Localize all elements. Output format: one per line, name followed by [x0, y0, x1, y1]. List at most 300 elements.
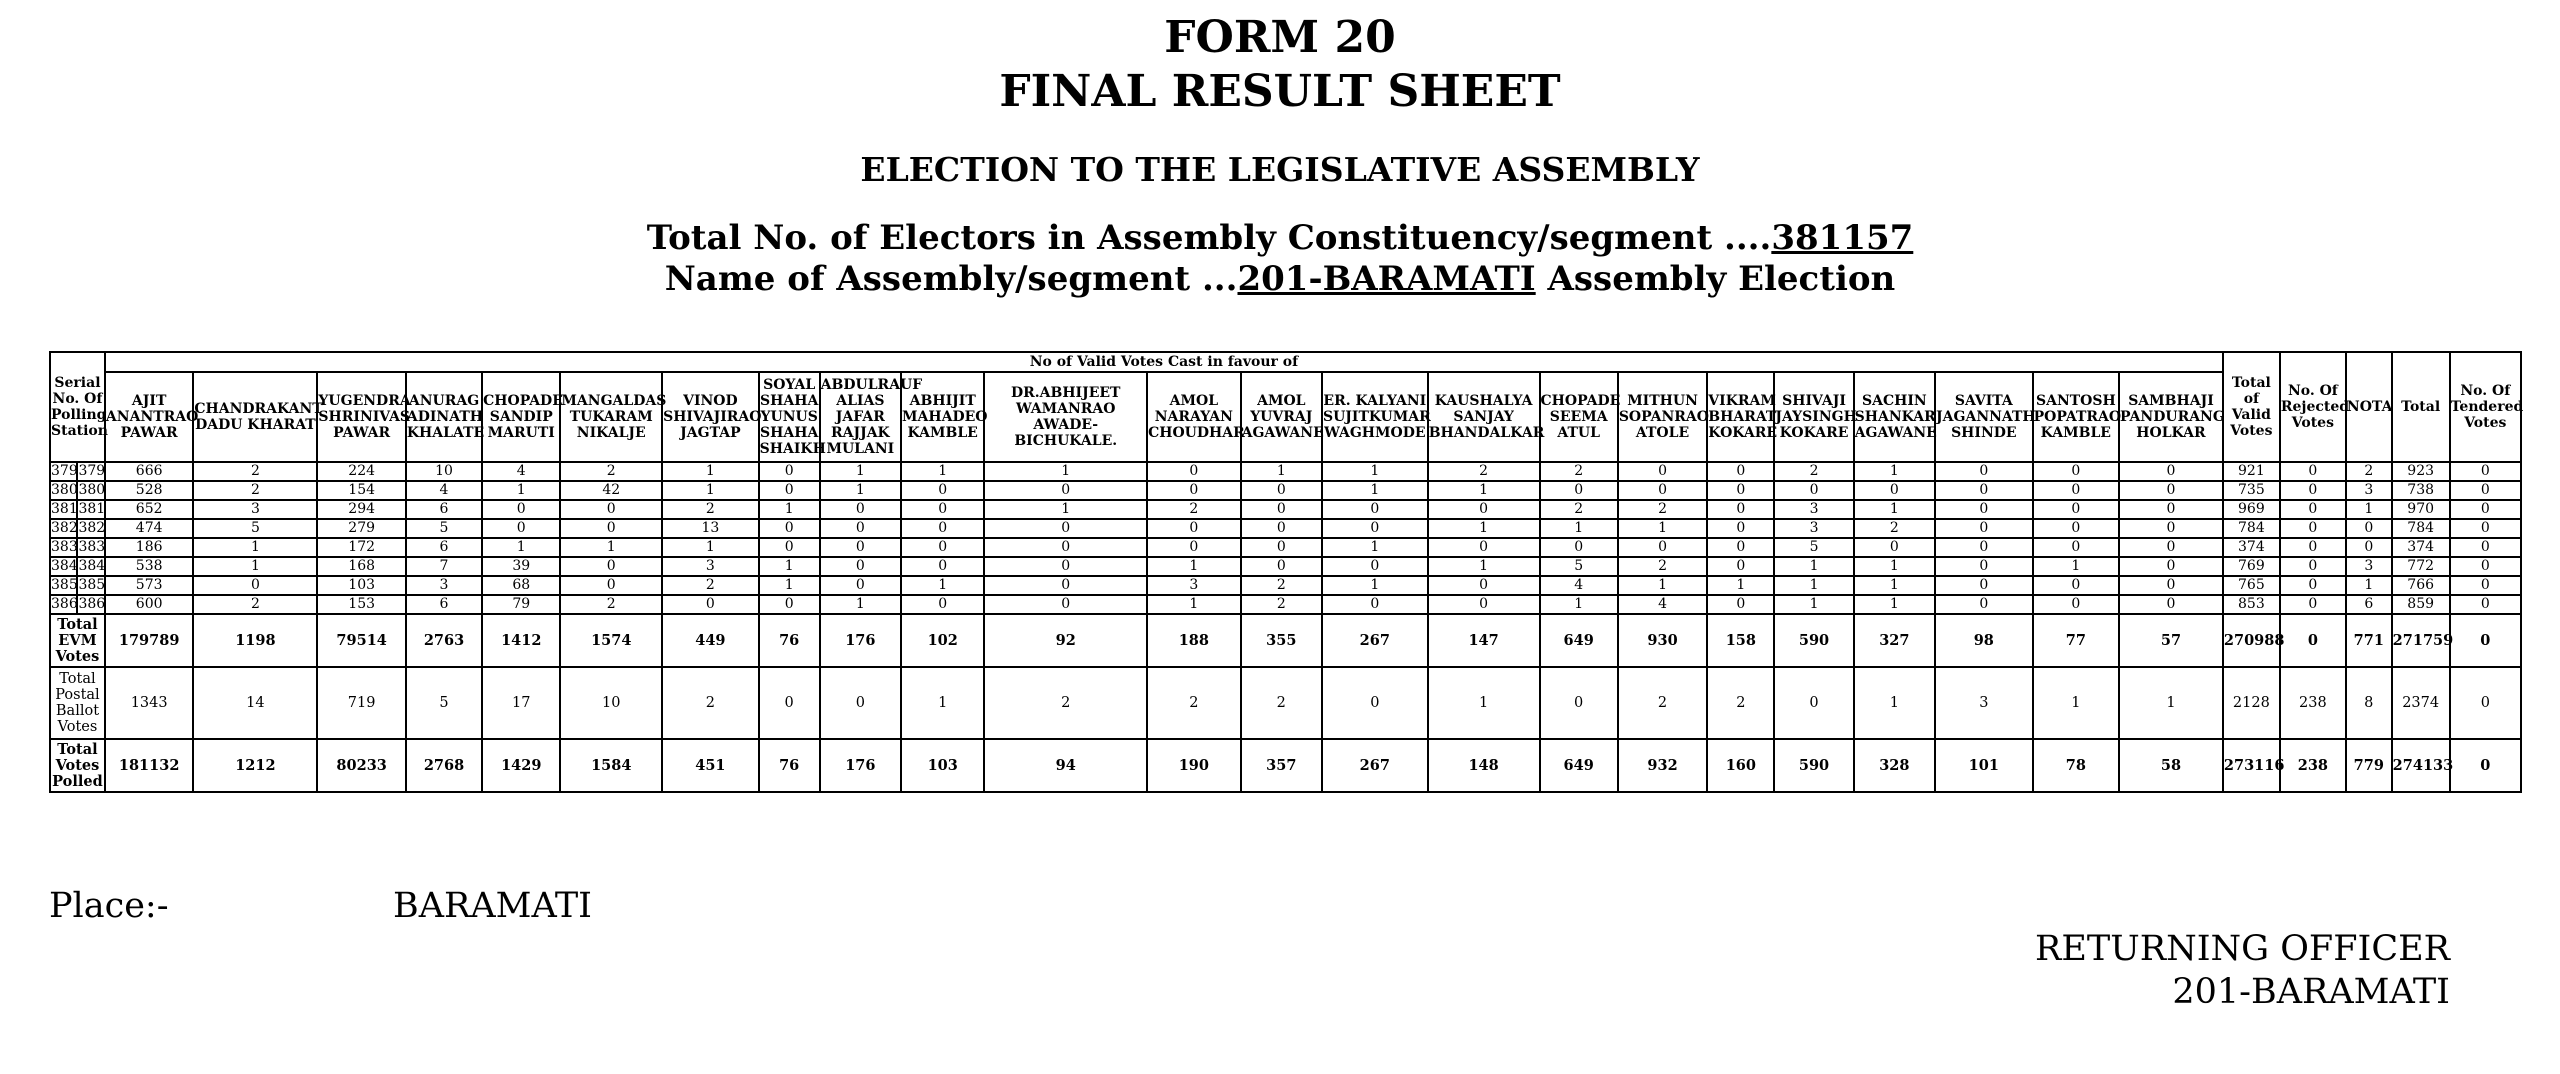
vote-count: 0 — [2119, 576, 2223, 595]
form-number: FORM 20 — [1164, 12, 1396, 63]
total-value: 238 — [2280, 739, 2346, 792]
total-value: 1 — [901, 667, 984, 739]
valid-votes-group-header: No of Valid Votes Cast in favour of — [105, 352, 2223, 372]
vote-count: 0 — [1935, 576, 2033, 595]
total-value: 17 — [482, 667, 560, 739]
vote-count: 0 — [1147, 519, 1241, 538]
vote-count: 0 — [1241, 500, 1322, 519]
vote-count: 168 — [317, 557, 405, 576]
total-value: 1412 — [482, 614, 560, 667]
vote-count: 0 — [2119, 557, 2223, 576]
vote-count: 153 — [317, 595, 405, 614]
table-row — [50, 538, 2521, 557]
vote-count: 0 — [560, 557, 662, 576]
rejected-votes: 0 — [2280, 538, 2346, 557]
vote-count: 0 — [1540, 538, 1618, 557]
table-row — [50, 500, 2521, 519]
vote-count: 1 — [1322, 576, 1428, 595]
table-row — [50, 519, 2521, 538]
vote-count: 0 — [1428, 595, 1540, 614]
total-value: 76 — [759, 739, 820, 792]
total-value: 590 — [1774, 739, 1853, 792]
vote-count: 0 — [1322, 519, 1428, 538]
vote-count: 0 — [2119, 595, 2223, 614]
total-value: 176 — [820, 739, 901, 792]
serial-header: Serial No. Of Polling Station — [50, 352, 105, 462]
vote-count: 0 — [984, 557, 1147, 576]
vote-count: 3 — [193, 500, 317, 519]
serial-no: 386 — [51, 596, 78, 612]
total-header: Total — [2392, 352, 2450, 462]
vote-count: 1 — [560, 538, 662, 557]
vote-count: 0 — [1618, 538, 1707, 557]
vote-count: 39 — [482, 557, 560, 576]
vote-count: 3 — [1774, 519, 1853, 538]
returning-officer-constituency: 201-BARAMATI — [2172, 972, 2450, 1012]
vote-count: 1 — [1322, 481, 1428, 500]
vote-count: 4 — [482, 462, 560, 481]
vote-count: 1 — [193, 538, 317, 557]
vote-count: 0 — [1935, 557, 2033, 576]
vote-count: 79 — [482, 595, 560, 614]
vote-count: 6 — [406, 595, 482, 614]
total-value: 2 — [662, 667, 759, 739]
total-value: 271759 — [2392, 614, 2450, 667]
vote-count: 0 — [1935, 519, 2033, 538]
vote-count: 0 — [1428, 576, 1540, 595]
polling-station-no: 385 — [78, 577, 106, 593]
polling-station-no: 383 — [78, 539, 106, 555]
total-value: 1 — [1428, 667, 1540, 739]
vote-count: 0 — [1322, 595, 1428, 614]
vote-count: 0 — [984, 481, 1147, 500]
tendered-votes: 0 — [2450, 500, 2521, 519]
tendered-votes: 0 — [2450, 519, 2521, 538]
total-value: 771 — [2346, 614, 2392, 667]
vote-count: 294 — [317, 500, 405, 519]
vote-count: 0 — [1935, 538, 2033, 557]
total-valid-votes: 765 — [2223, 576, 2280, 595]
total-votes: 784 — [2392, 519, 2450, 538]
serial-no: 385 — [51, 577, 78, 593]
total-valid-votes: 784 — [2223, 519, 2280, 538]
table-row — [50, 462, 2521, 481]
total-value: 188 — [1147, 614, 1241, 667]
vote-count: 5 — [193, 519, 317, 538]
candidate-header: ABDULRAUF ALIAS JAFAR RAJJAK MULANI — [820, 372, 901, 462]
total-value: 355 — [1241, 614, 1322, 667]
vote-count: 1 — [662, 462, 759, 481]
vote-count: 1 — [2033, 557, 2119, 576]
total-value: 10 — [560, 667, 662, 739]
vote-count: 0 — [759, 519, 820, 538]
serial-no: 380 — [51, 482, 78, 498]
vote-count: 1 — [759, 500, 820, 519]
total-votes: 772 — [2392, 557, 2450, 576]
vote-count: 0 — [1707, 557, 1774, 576]
nota-votes: 1 — [2346, 500, 2392, 519]
total-valid-votes: 735 — [2223, 481, 2280, 500]
candidate-header: VINOD SHIVAJIRAO JAGTAP — [662, 372, 759, 462]
total-value: 0 — [1774, 667, 1853, 739]
total-valid-votes: 969 — [2223, 500, 2280, 519]
total-value: 101 — [1935, 739, 2033, 792]
total-value: 1584 — [560, 739, 662, 792]
rejected-votes: 0 — [2280, 576, 2346, 595]
vote-count: 4 — [406, 481, 482, 500]
total-value: 590 — [1774, 614, 1853, 667]
vote-count: 0 — [984, 595, 1147, 614]
serial-no: 379 — [51, 463, 78, 479]
vote-count: 0 — [820, 538, 901, 557]
vote-count: 3 — [662, 557, 759, 576]
vote-count: 0 — [1707, 462, 1774, 481]
vote-count: 1 — [1774, 576, 1853, 595]
vote-count: 0 — [1935, 595, 2033, 614]
vote-count: 0 — [1428, 500, 1540, 519]
candidate-header: AMOL NARAYAN CHOUDHAR — [1147, 372, 1241, 462]
rejected-votes: 0 — [2280, 500, 2346, 519]
vote-count: 0 — [2119, 500, 2223, 519]
serial-no: 382 — [51, 520, 78, 536]
vote-count: 0 — [1540, 481, 1618, 500]
total-value: 0 — [1322, 667, 1428, 739]
vote-count: 538 — [105, 557, 193, 576]
vote-count: 0 — [2119, 462, 2223, 481]
row-label: Total EVM Votes — [50, 614, 105, 667]
vote-count: 0 — [2033, 576, 2119, 595]
total-valid-votes: 853 — [2223, 595, 2280, 614]
vote-count: 0 — [820, 500, 901, 519]
vote-count: 68 — [482, 576, 560, 595]
vote-count: 0 — [759, 595, 820, 614]
serial-no: 381 — [51, 501, 78, 517]
vote-count: 0 — [193, 576, 317, 595]
candidate-header: CHOPADE SEEMA ATUL — [1540, 372, 1618, 462]
candidate-header: CHOPADE SANDIP MARUTI — [482, 372, 560, 462]
vote-count: 2 — [1854, 519, 1935, 538]
total-value: 3 — [1935, 667, 2033, 739]
rejected-votes: 0 — [2280, 595, 2346, 614]
table-row — [50, 576, 2521, 595]
total-votes: 970 — [2392, 500, 2450, 519]
vote-count: 0 — [1707, 500, 1774, 519]
assembly-name-suffix: Assembly Election — [1535, 259, 1896, 299]
nota-votes: 6 — [2346, 595, 2392, 614]
vote-count: 0 — [2119, 481, 2223, 500]
vote-count: 652 — [105, 500, 193, 519]
vote-count: 2 — [560, 462, 662, 481]
tendered-votes: 0 — [2450, 481, 2521, 500]
assembly-name: 201-BARAMATI — [1237, 259, 1536, 299]
total-value: 1198 — [193, 614, 317, 667]
total-value: 274133 — [2392, 739, 2450, 792]
total-value: 77 — [2033, 614, 2119, 667]
polling-station-no: 379 — [78, 463, 106, 479]
total-valid-votes: 374 — [2223, 538, 2280, 557]
returning-officer-title: RETURNING OFFICER — [2034, 929, 2450, 969]
vote-count: 0 — [984, 576, 1147, 595]
nota-votes: 3 — [2346, 481, 2392, 500]
total-value: 2763 — [406, 614, 482, 667]
vote-count: 0 — [2119, 519, 2223, 538]
vote-count: 2 — [193, 595, 317, 614]
vote-count: 1 — [1707, 576, 1774, 595]
rejected-votes: 0 — [2280, 557, 2346, 576]
electors-line — [0, 217, 2560, 259]
tendered-votes: 0 — [2450, 462, 2521, 481]
vote-count: 224 — [317, 462, 405, 481]
vote-count: 0 — [1147, 481, 1241, 500]
total-value: 158 — [1707, 614, 1774, 667]
vote-count: 1 — [820, 595, 901, 614]
vote-count: 1 — [984, 462, 1147, 481]
vote-count: 154 — [317, 481, 405, 500]
candidate-header: VIKRAM BHARAT KOKARE — [1707, 372, 1774, 462]
vote-count: 2 — [560, 595, 662, 614]
vote-count: 1 — [482, 538, 560, 557]
vote-count: 2 — [1241, 576, 1322, 595]
total-votes: 766 — [2392, 576, 2450, 595]
vote-count: 0 — [1707, 595, 1774, 614]
vote-count: 1 — [1428, 481, 1540, 500]
candidate-header: ER. KALYANI SUJITKUMAR WAGHMODE — [1322, 372, 1428, 462]
vote-count: 1 — [820, 462, 901, 481]
vote-count: 528 — [105, 481, 193, 500]
vote-count: 1 — [662, 481, 759, 500]
vote-count: 0 — [1618, 481, 1707, 500]
vote-count: 1 — [1322, 462, 1428, 481]
vote-count: 2 — [1241, 595, 1322, 614]
vote-count: 2 — [1618, 557, 1707, 576]
vote-count: 10 — [406, 462, 482, 481]
vote-count: 13 — [662, 519, 759, 538]
vote-count: 0 — [2033, 500, 2119, 519]
vote-count: 2 — [1618, 500, 1707, 519]
vote-count: 3 — [406, 576, 482, 595]
vote-count: 2 — [662, 576, 759, 595]
vote-count: 0 — [1241, 519, 1322, 538]
vote-count: 0 — [1935, 500, 2033, 519]
vote-count: 2 — [1428, 462, 1540, 481]
vote-count: 0 — [1774, 481, 1853, 500]
vote-count: 1 — [1854, 462, 1935, 481]
vote-count: 1 — [901, 462, 984, 481]
vote-count: 2 — [1774, 462, 1853, 481]
total-value: 0 — [820, 667, 901, 739]
vote-count: 0 — [820, 576, 901, 595]
candidate-header: KAUSHALYA SANJAY BHANDALKAR — [1428, 372, 1540, 462]
vote-count: 0 — [984, 538, 1147, 557]
candidate-header: SOYAL SHAHA YUNUS SHAHA SHAIKH — [759, 372, 820, 462]
total-value: 176 — [820, 614, 901, 667]
total-value: 449 — [662, 614, 759, 667]
vote-count: 0 — [1322, 557, 1428, 576]
rejected-votes: 0 — [2280, 519, 2346, 538]
candidate-header: MITHUN SOPANRAO ATOLE — [1618, 372, 1707, 462]
nota-votes: 0 — [2346, 538, 2392, 557]
total-value: 0 — [2450, 614, 2521, 667]
polled-total-row — [50, 739, 2521, 792]
total-value: 94 — [984, 739, 1147, 792]
vote-count: 5 — [406, 519, 482, 538]
total-value: 327 — [1854, 614, 1935, 667]
nota-votes: 1 — [2346, 576, 2392, 595]
vote-count: 0 — [1935, 462, 2033, 481]
polling-station-no: 381 — [78, 501, 106, 517]
vote-count: 0 — [901, 500, 984, 519]
total-value: 2768 — [406, 739, 482, 792]
candidate-header: DR.ABHIJEET WAMANRAO AWADE-BICHUKALE. — [984, 372, 1147, 462]
total-value: 58 — [2119, 739, 2223, 792]
total-value: 1212 — [193, 739, 317, 792]
vote-count: 2 — [1147, 500, 1241, 519]
total-value: 932 — [1618, 739, 1707, 792]
tendered-votes: 0 — [2450, 595, 2521, 614]
vote-count: 474 — [105, 519, 193, 538]
election-title: ELECTION TO THE LEGISLATIVE ASSEMBLY — [860, 150, 1700, 189]
row-label: Total Postal Ballot Votes — [50, 667, 105, 739]
candidate-header: CHANDRAKANT DADU KHARAT — [193, 372, 317, 462]
total-value: 147 — [1428, 614, 1540, 667]
total-value: 148 — [1428, 739, 1540, 792]
vote-count: 6 — [406, 500, 482, 519]
vote-count: 1 — [1618, 576, 1707, 595]
vote-count: 0 — [759, 462, 820, 481]
vote-count: 1 — [662, 538, 759, 557]
assembly-name-line — [0, 258, 2560, 300]
total-value: 92 — [984, 614, 1147, 667]
total-value: 451 — [662, 739, 759, 792]
sheet-title: FINAL RESULT SHEET — [999, 66, 1561, 117]
evm-total-row — [50, 614, 2521, 667]
polling-station-no: 386 — [78, 596, 106, 612]
vote-count: 2 — [1540, 500, 1618, 519]
total-votes: 738 — [2392, 481, 2450, 500]
vote-count: 1 — [482, 481, 560, 500]
vote-count: 103 — [317, 576, 405, 595]
vote-count: 7 — [406, 557, 482, 576]
vote-count: 1 — [1854, 557, 1935, 576]
vote-count: 0 — [901, 481, 984, 500]
vote-count: 1 — [1241, 462, 1322, 481]
vote-count: 0 — [1147, 462, 1241, 481]
vote-count: 3 — [1147, 576, 1241, 595]
vote-count: 279 — [317, 519, 405, 538]
vote-count: 0 — [482, 519, 560, 538]
vote-count: 2 — [662, 500, 759, 519]
total-value: 719 — [317, 667, 405, 739]
total-value: 80233 — [317, 739, 405, 792]
total-valid-header: Total of Valid Votes — [2223, 352, 2280, 462]
polling-station-no: 384 — [78, 558, 106, 574]
total-votes: 923 — [2392, 462, 2450, 481]
total-value: 267 — [1322, 614, 1428, 667]
vote-count: 42 — [560, 481, 662, 500]
vote-count: 1 — [984, 500, 1147, 519]
nota-votes: 2 — [2346, 462, 2392, 481]
vote-count: 1 — [1540, 519, 1618, 538]
vote-count: 0 — [1707, 481, 1774, 500]
vote-count: 1 — [1854, 576, 1935, 595]
vote-count: 186 — [105, 538, 193, 557]
vote-count: 5 — [1774, 538, 1853, 557]
place-value: BARAMATI — [393, 886, 592, 926]
vote-count: 600 — [105, 595, 193, 614]
result-table — [49, 351, 2522, 793]
total-value: 14 — [193, 667, 317, 739]
vote-count: 0 — [2033, 462, 2119, 481]
candidate-header: SAVITA JAGANNATH SHINDE — [1935, 372, 2033, 462]
vote-count: 1 — [1618, 519, 1707, 538]
total-value: 1574 — [560, 614, 662, 667]
electors-count: 381157 — [1771, 218, 1914, 258]
total-value: 0 — [1540, 667, 1618, 739]
total-value: 2 — [984, 667, 1147, 739]
vote-count: 1 — [901, 576, 984, 595]
total-value: 2 — [1147, 667, 1241, 739]
vote-count: 1 — [1774, 557, 1853, 576]
total-value: 79514 — [317, 614, 405, 667]
total-value: 270988 — [2223, 614, 2280, 667]
candidate-header: SANTOSH POPATRAO KAMBLE — [2033, 372, 2119, 462]
total-value: 1 — [2119, 667, 2223, 739]
rejected-votes: 0 — [2280, 462, 2346, 481]
total-value: 1 — [1854, 667, 1935, 739]
candidate-header: AJIT ANANTRAO PAWAR — [105, 372, 193, 462]
vote-count: 1 — [759, 557, 820, 576]
vote-count: 3 — [1774, 500, 1853, 519]
total-value: 8 — [2346, 667, 2392, 739]
nota-votes: 0 — [2346, 519, 2392, 538]
total-value: 179789 — [105, 614, 193, 667]
nota-header: NOTA — [2346, 352, 2392, 462]
total-value: 273116 — [2223, 739, 2280, 792]
total-votes: 374 — [2392, 538, 2450, 557]
vote-count: 0 — [1854, 481, 1935, 500]
total-value: 2 — [1241, 667, 1322, 739]
tendered-header: No. Of Tendered Votes — [2450, 352, 2521, 462]
vote-count: 1 — [1428, 557, 1540, 576]
vote-count: 2 — [193, 462, 317, 481]
table-row — [50, 557, 2521, 576]
vote-count: 0 — [1147, 538, 1241, 557]
tendered-votes: 0 — [2450, 538, 2521, 557]
total-value: 357 — [1241, 739, 1322, 792]
serial-no: 384 — [51, 558, 78, 574]
total-value: 238 — [2280, 667, 2346, 739]
vote-count: 0 — [2033, 519, 2119, 538]
vote-count: 0 — [759, 481, 820, 500]
total-value: 779 — [2346, 739, 2392, 792]
vote-count: 1 — [1147, 595, 1241, 614]
vote-count: 0 — [901, 595, 984, 614]
vote-count: 1 — [1854, 500, 1935, 519]
place-label: Place:- — [49, 886, 169, 926]
total-value: 0 — [759, 667, 820, 739]
total-value: 649 — [1540, 739, 1618, 792]
vote-count: 0 — [1707, 519, 1774, 538]
vote-count: 1 — [820, 481, 901, 500]
vote-count: 4 — [1540, 576, 1618, 595]
rejected-votes: 0 — [2280, 481, 2346, 500]
rejected-header: No. Of Rejected Votes — [2280, 352, 2346, 462]
vote-count: 0 — [1241, 557, 1322, 576]
polling-station-no: 380 — [78, 482, 106, 498]
total-value: 1 — [2033, 667, 2119, 739]
vote-count: 0 — [901, 557, 984, 576]
total-value: 190 — [1147, 739, 1241, 792]
